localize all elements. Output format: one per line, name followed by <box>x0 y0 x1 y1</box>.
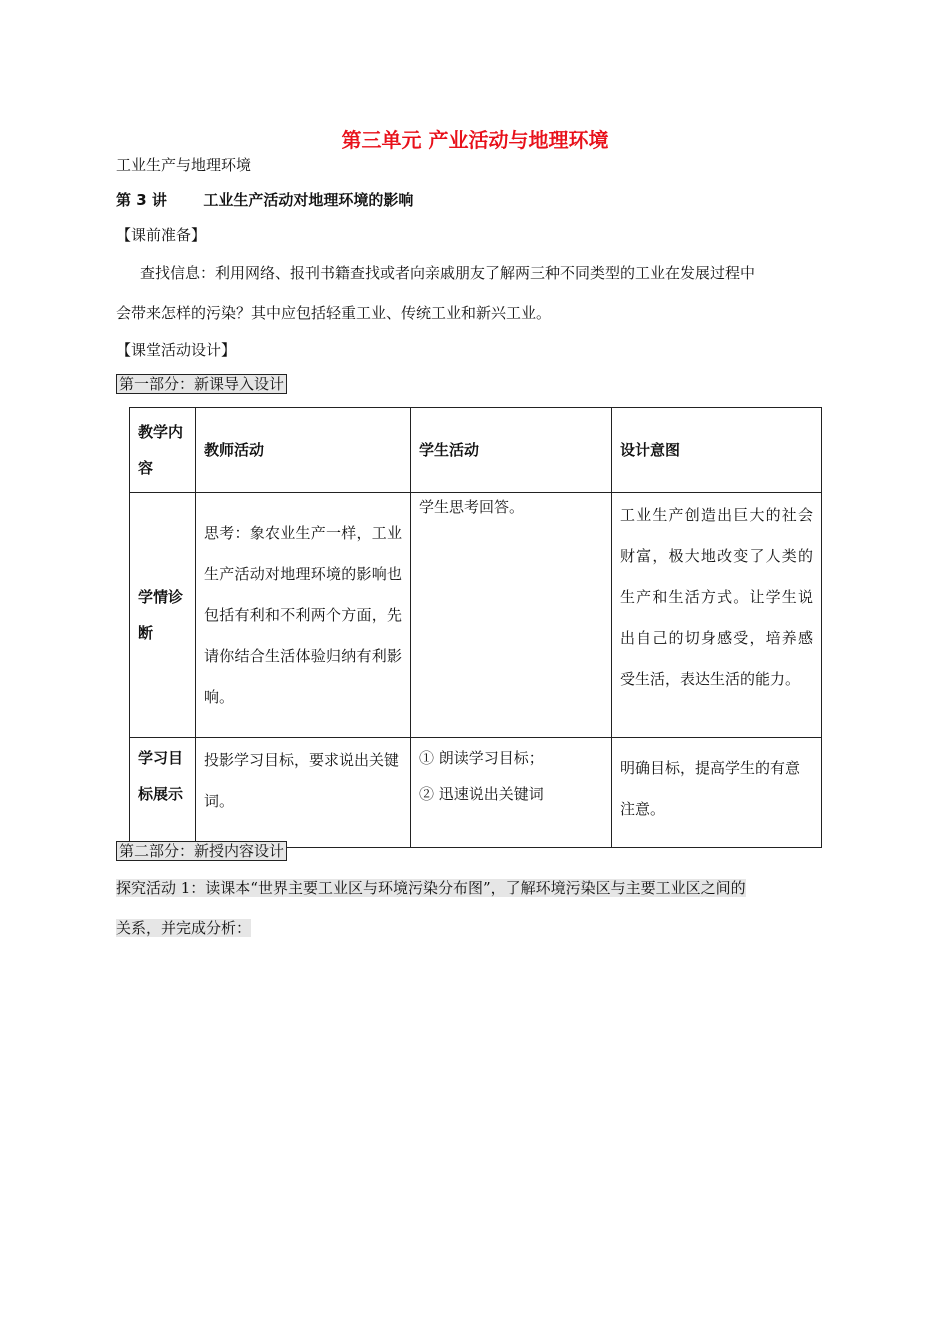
table-header-row <box>130 408 822 493</box>
header-intent: 设计意图 <box>612 408 822 493</box>
part1-label-text: 第一部分：新课导入设计 <box>116 374 287 394</box>
section-prep-heading: 【课前准备】 <box>116 226 207 244</box>
header-student: 学生活动 <box>411 408 612 493</box>
activity-line1: 探究活动 1：读课本“世界主要工业区与环境污染分布图”，了解环境污染区与主要工业区之间的 <box>116 879 746 897</box>
subtitle: 工业生产与地理环境 <box>116 156 252 174</box>
row2-student: ① 朗读学习目标； ② 迅速说出关键词 <box>411 738 612 848</box>
lecture-name: 工业生产活动对地理环境的影响 <box>203 191 414 209</box>
row1-content: 学情诊断 <box>130 493 196 738</box>
prep-text-line2: 会带来怎样的污染？其中应包括轻重工业、传统工业和新兴工业。 <box>116 304 552 322</box>
section-class-heading: 【课堂活动设计】 <box>116 341 237 359</box>
header-teacher: 教师活动 <box>196 408 411 493</box>
row2-teacher: 投影学习目标，要求说出关键词。 <box>196 738 411 848</box>
table-row <box>130 738 822 848</box>
part2-label <box>116 840 287 861</box>
lesson-table <box>129 407 822 848</box>
row1-student: 学生思考回答。 <box>411 493 612 738</box>
row2-content: 学习目标展示 <box>130 738 196 848</box>
lecture-number: 第 3 讲 <box>116 191 167 209</box>
row1-intent: 工业生产创造出巨大的社会财富，极大地改变了人类的生产和生活方式。让学生说出自己的切身感受，培养感受生活，表达生活的能力。 <box>612 493 822 738</box>
table-row <box>130 493 822 738</box>
lecture-heading <box>116 189 413 210</box>
row2-intent: 明确目标，提高学生的有意注意。 <box>612 738 822 848</box>
activity-line2: 关系，并完成分析： <box>116 919 252 937</box>
row1-teacher: 思考：象农业生产一样，工业生产活动对地理环境的影响也包括有利和不利两个方面，先请你结合生活体验归纳有利影响。 <box>196 493 411 738</box>
part1-label <box>116 373 287 394</box>
header-content: 教学内容 <box>130 408 196 493</box>
page-title: 第三单元 产业活动与地理环境 <box>341 128 609 152</box>
prep-text-line1: 查找信息：利用网络、报刊书籍查找或者向亲戚朋友了解两三种不同类型的工业在发展过程中 <box>140 264 756 282</box>
part2-label-text: 第二部分：新授内容设计 <box>116 841 287 861</box>
